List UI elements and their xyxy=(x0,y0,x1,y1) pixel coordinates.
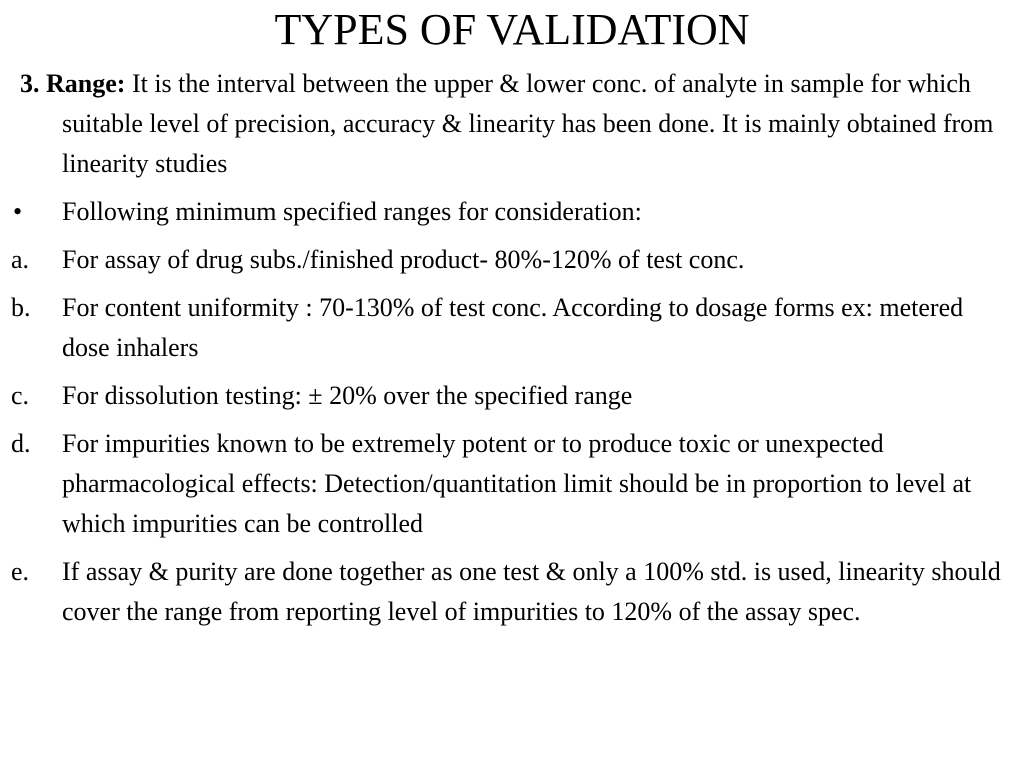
range-definition xyxy=(0,64,1024,184)
slide-content xyxy=(0,64,1024,640)
bullet-text: Following minimum specified ranges for consideration: xyxy=(62,197,642,226)
bullet-marker: • xyxy=(13,197,23,226)
list-text-a: For assay of drug subs./finished product- 80%-120% of test conc. xyxy=(62,245,745,274)
list-marker-e: e. xyxy=(11,557,30,586)
list-marker-b: b. xyxy=(11,293,31,322)
bullet-item xyxy=(0,192,1024,232)
list-item-a xyxy=(0,240,1024,280)
list-text-d: For impurities known to be extremely potent or to produce toxic or unexpected pharmacological effects: Detection/quantitation limit should be in proportion to level at which impurities can be controlled xyxy=(62,429,972,538)
list-marker-c: c. xyxy=(11,381,30,410)
list-item-c xyxy=(0,376,1024,416)
list-marker-a: a. xyxy=(11,245,30,274)
list-text-c: For dissolution testing: ± 20% over the specified range xyxy=(62,381,633,410)
list-item-d xyxy=(0,424,1024,544)
list-item-b xyxy=(0,288,1024,368)
list-text-b: For content uniformity : 70-130% of test conc. According to dosage forms ex: metered dose inhalers xyxy=(62,293,964,362)
range-lead: 3. Range: xyxy=(20,69,126,98)
slide-title: TYPES OF VALIDATION xyxy=(274,5,750,54)
list-item-e xyxy=(0,552,1024,632)
list-marker-d: d. xyxy=(11,429,31,458)
range-text: It is the interval between the upper & lower conc. of analyte in sample for which suitable level of precision, accuracy & linearity has been done. It is mainly obtained from linearity studies xyxy=(62,69,994,178)
list-text-e: If assay & purity are done together as one test & only a 100% std. is used, linearity should cover the range from reporting level of impurities to 120% of the assay spec. xyxy=(62,557,1001,626)
